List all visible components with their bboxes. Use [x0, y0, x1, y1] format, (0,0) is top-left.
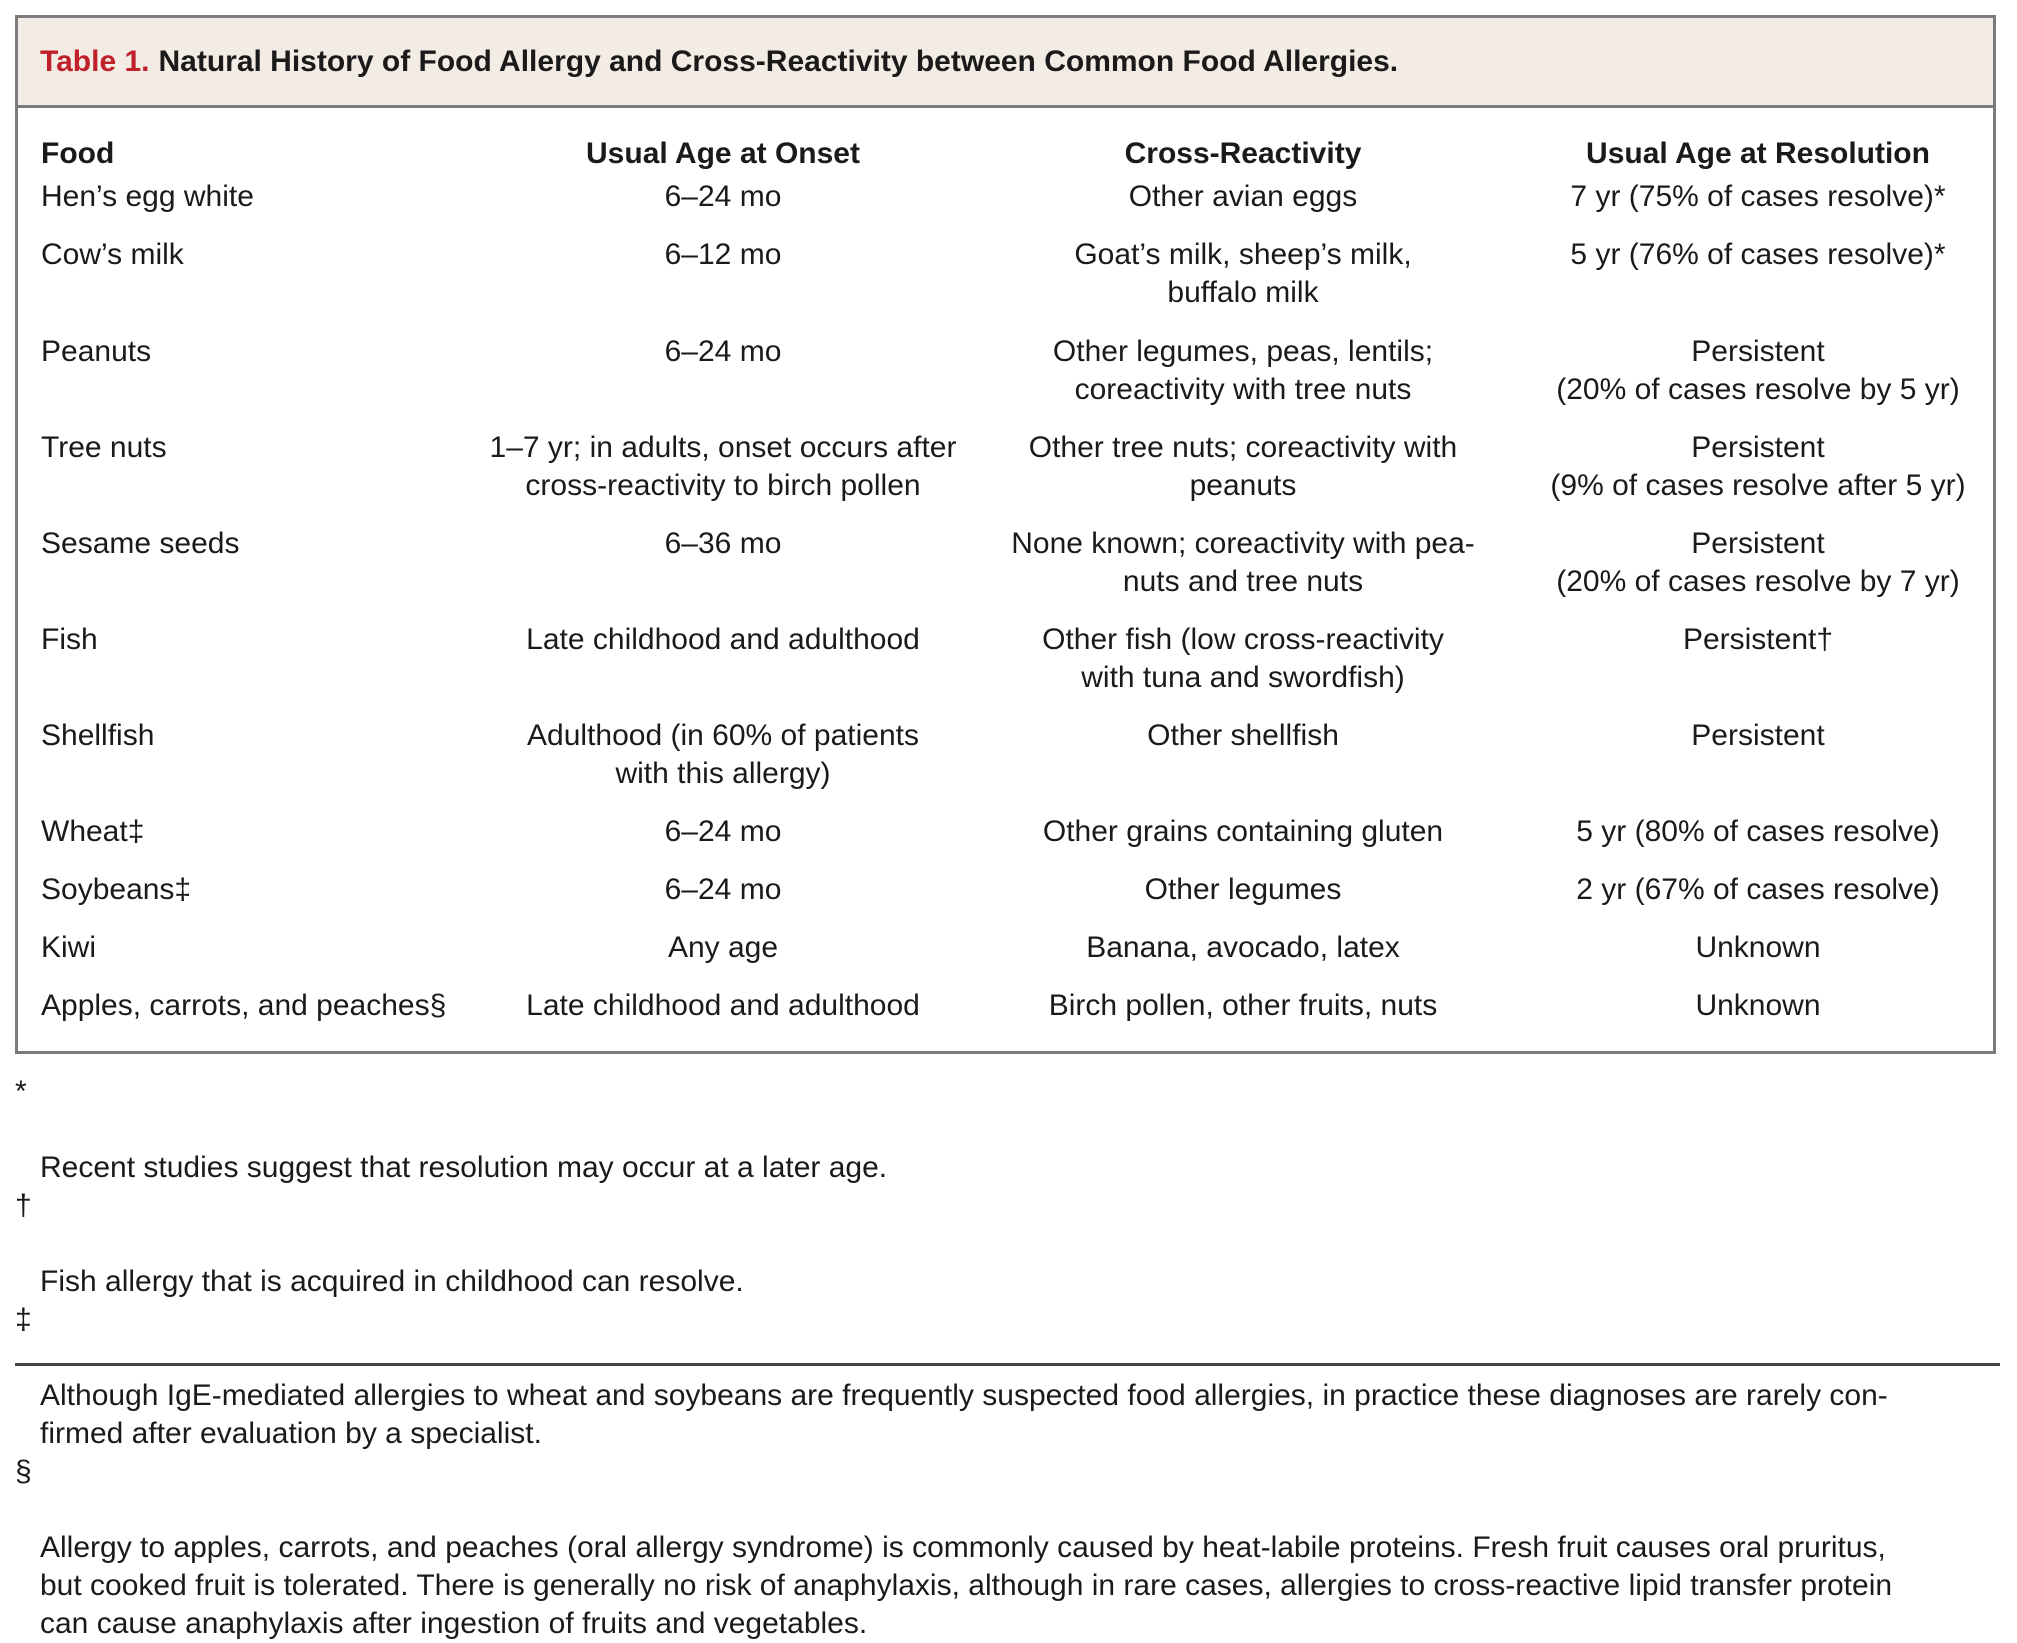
table-header-row: [18, 134, 1993, 174]
cell-food: Peanuts: [41, 335, 152, 368]
cell-cross-reactivity: None known; coreactivity with pea- nuts and tree nuts: [1011, 527, 1475, 598]
footnote-symbol: †: [15, 1189, 32, 1222]
cell-resolution: Unknown: [1695, 989, 1821, 1022]
column-header-cross-reactivity: Cross-Reactivity: [1124, 137, 1362, 170]
footnote: [15, 1187, 2000, 1301]
footnotes: [15, 1073, 2000, 1643]
cell-onset: 6–24 mo: [664, 335, 782, 368]
cell-resolution: Persistent (20% of cases resolve by 5 yr): [1556, 335, 1960, 406]
cell-food: Fish: [41, 623, 98, 656]
cell-onset: 6–24 mo: [664, 180, 782, 213]
cell-food: Cow’s milk: [41, 238, 184, 271]
cell-onset: Late childhood and adulthood: [526, 623, 920, 656]
table-label: Table 1.: [40, 44, 150, 78]
cell-food: Apples, carrots, and peaches§: [41, 989, 447, 1022]
cell-cross-reactivity: Other tree nuts; coreactivity with peanuts: [1028, 431, 1458, 502]
table-title: Natural History of Food Allergy and Cross-Reactivity between Common Food Allergies.: [158, 44, 1399, 78]
footnote: [15, 1453, 2000, 1643]
cell-resolution: 5 yr (76% of cases resolve)*: [1570, 238, 1946, 271]
cell-onset: 6–36 mo: [664, 527, 782, 560]
cell-cross-reactivity: Other legumes: [1144, 873, 1342, 906]
cell-resolution: Persistent†: [1682, 623, 1834, 656]
cell-cross-reactivity: Goat’s milk, sheep’s milk, buffalo milk: [1074, 238, 1412, 309]
cell-resolution: Persistent (9% of cases resolve after 5 yr): [1550, 431, 1966, 502]
cell-resolution: 7 yr (75% of cases resolve)*: [1570, 180, 1946, 213]
bottom-rule: [15, 1363, 2000, 1366]
cell-food: Shellfish: [41, 719, 155, 752]
cell-cross-reactivity: Other grains containing gluten: [1042, 815, 1444, 848]
footnote-text: Fish allergy that is acquired in childhood can resolve.: [40, 1265, 744, 1298]
cell-resolution: Persistent (20% of cases resolve by 7 yr): [1556, 527, 1960, 598]
cell-cross-reactivity: Other avian eggs: [1128, 180, 1358, 213]
table-caption: [18, 18, 1993, 108]
table-container: [15, 15, 1996, 1054]
footnote-text: Allergy to apples, carrots, and peaches (oral allergy syndrome) is commonly caused by heat-labile proteins. Fresh fruit causes oral pruritus, but cooked fruit is tolerated. There is generally no risk of anaphylaxis, although in rare cases, allergies to cross-reactive lipid transfer protein can cause anaphylaxis after ingestion of fruits and vegetables.: [40, 1531, 1893, 1640]
footnote-symbol: §: [15, 1455, 32, 1488]
cell-food: Wheat‡: [41, 815, 145, 848]
cell-resolution: 2 yr (67% of cases resolve): [1576, 873, 1940, 906]
cell-onset: 6–12 mo: [664, 238, 782, 271]
footnote-text: Recent studies suggest that resolution may occur at a later age.: [40, 1151, 888, 1184]
cell-onset: 6–24 mo: [664, 815, 782, 848]
column-header-onset: Usual Age at Onset: [586, 137, 860, 170]
cell-cross-reactivity: Banana, avocado, latex: [1086, 931, 1400, 964]
cell-resolution: 5 yr (80% of cases resolve): [1576, 815, 1940, 848]
cell-food: Kiwi: [41, 931, 97, 964]
cell-resolution: Persistent: [1691, 719, 1825, 752]
cell-resolution: Unknown: [1695, 931, 1821, 964]
cell-cross-reactivity: Other shellfish: [1147, 719, 1339, 752]
cell-food: Soybeans‡: [41, 873, 192, 906]
footnote-text: Although IgE-mediated allergies to wheat and soybeans are frequently suspected food allergies, in practice these diagnoses are rarely con- firmed after evaluation by a specialist.: [40, 1379, 1888, 1450]
footnote-symbol: ‡: [15, 1303, 32, 1336]
cell-food: Tree nuts: [41, 431, 167, 464]
cell-cross-reactivity: Birch pollen, other fruits, nuts: [1048, 989, 1438, 1022]
column-header-food: Food: [41, 137, 115, 170]
footnote: [15, 1073, 2000, 1187]
cell-onset: Any age: [667, 931, 779, 964]
cell-onset: 1–7 yr; in adults, onset occurs after cross-reactivity to birch pollen: [489, 431, 957, 502]
cell-onset: Adulthood (in 60% of patients with this allergy): [527, 719, 919, 790]
cell-cross-reactivity: Other legumes, peas, lentils; coreactivity with tree nuts: [1052, 335, 1434, 406]
cell-food: Sesame seeds: [41, 527, 240, 560]
column-header-resolution: Usual Age at Resolution: [1586, 137, 1930, 170]
cell-onset: Late childhood and adulthood: [526, 989, 920, 1022]
cell-food: Hen’s egg white: [41, 180, 254, 213]
footnote-symbol: *: [15, 1075, 27, 1108]
cell-cross-reactivity: Other fish (low cross-reactivity with tuna and swordfish): [1042, 623, 1444, 694]
footnote: [15, 1301, 2000, 1453]
cell-onset: 6–24 mo: [664, 873, 782, 906]
